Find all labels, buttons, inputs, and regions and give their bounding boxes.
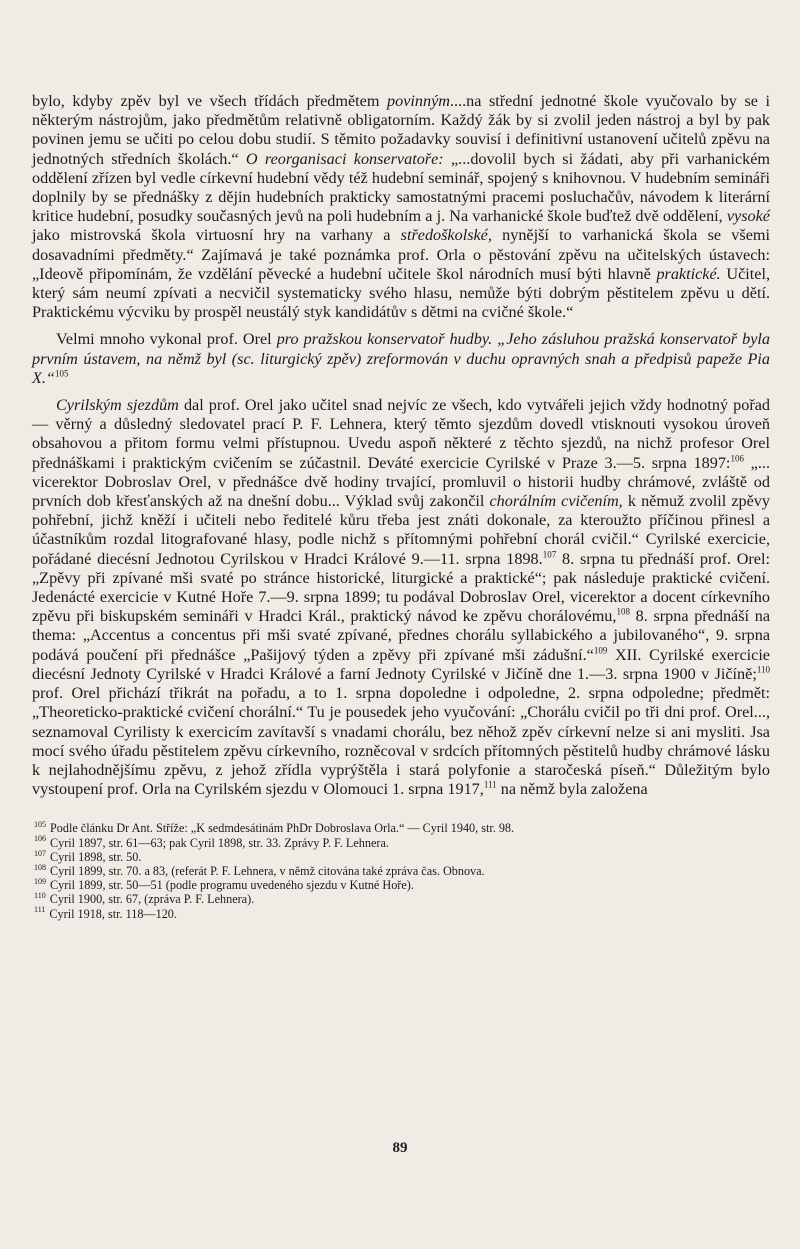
footnote-number: 110	[34, 891, 46, 901]
paragraph	[32, 396, 770, 799]
text-segment: „...dovolil bych si žádati, aby při varhanickém oddělení zřízen byl vedle církevní hudební vědy též hudební seminář, spojený s knihovnou. V hudebním semináři doplnily by se přednášky z dějin hudebních prakticky samostatnými pracemi posluchačův, návodem k literární kritice hudební, posudky současných jevů na poli hudebním a j. Na varhanické škole buďtež dvě oddělení,	[32, 149, 770, 226]
footnote-reference: 106	[730, 453, 744, 464]
footnote-number: 105	[34, 820, 46, 830]
footnote-reference: 111	[483, 779, 497, 790]
footnote-text: Cyril 1918, str. 118—120.	[49, 906, 177, 921]
text-segment: prof. Orel přichází třikrát na pořadu, a to 1. srpna dopoledne i odpoledne, 2. srpna odpoledne; předmět: „Theoreticko-praktické cvičení chorální.“ Tu je pousedek jeho vyučování: „Chorálu cvičil po tři dni prof. Orel..., seznamoval Cyrilisty k exercicím zavítavší s vnadami chorálu, bez něhož zpěv církevní nelze si ani mysliti. Jsa mocí svého úřadu pěstitelem zpěvu církevního, rozněcoval v srdcích přítomných pěstitelů hudby chrámové lásku k nejlahodnějšímu zpěvu, z jehož zřídla vyprýštěla i stará polyfonie a staročeská píseň.“ Důležitým bylo vystoupení prof. Orla na Cyrilském sjezdu v Olomouci 1. srpna 1917,	[32, 684, 770, 799]
emphasized-text: chorálním cvičením,	[489, 492, 623, 511]
emphasized-text: pro pražskou konservatoř hudby. „Jeho zásluhou pražská konservatoř byla prvním ústavem, na němž byl (sc. liturgický zpěv) zreformován v duchu opravných snah a předpisů papeže Pia X.“	[32, 330, 770, 387]
text-segment: nynější to varhanická škola se všemi dosavadními předměty.“ Zajímavá je také poznámka prof. Orla o pěstování zpěvu na učitelských ústavech: „Ideově připomínám, že vzdělání pěvecké a hudební učitele škol národních musí býti hlavně	[32, 226, 770, 283]
footnote-text: Cyril 1898, str. 50.	[50, 849, 142, 864]
emphasized-text: povinným	[387, 92, 450, 110]
footnote	[32, 892, 770, 906]
emphasized-text: Cyrilským sjezdům	[56, 396, 179, 415]
footnote	[32, 878, 770, 892]
footnote-text: Cyril 1899, str. 70. a 83, (referát P. F. Lehnera, v němž citována také zpráva čas. Obnova.	[50, 863, 485, 878]
text-segment: Velmi mnoho vykonal prof. Orel	[56, 330, 277, 349]
text-segment: XII. Cyrilské exercicie diecésní Jednoty Cyrilské v Hradci Králové a farní Jednoty Cyrilské v Jičíně dne 1.—3. srpna 1900 v Jičíně;	[32, 645, 770, 683]
text-segment: 8. srpna přednáší na thema: „Accentus a concentus při mši svaté zpívané, přednes chorálu syllabického a jubilovaného“, 9. srpna podává poučení při přednášce „Pašijový týden a zpěvy při zpívané mši zádušní.“	[32, 607, 771, 664]
footnote	[32, 907, 770, 921]
text-segment: k němuž zvolil zpěvy pohřební, jichž kněží i učiteli nebo ředitelé kůru třeba jest znáti dokonale, za kteroužto příčinou přinesl a účastníkům rozdal litografované hlasy, podle nichž s přítomnými pohřební chorál cvičil.“ Cyrilské exercicie, pořádané diecésní Jednotou Cyrilskou v Hradci Králové 9.—11. srpna 1898.	[32, 492, 770, 568]
text-segment: dal prof. Orel jako učitel snad nejvíc ze všech, kdo vytvářeli jejich vždy hodnotný pořad — věrný a důsledný sledovatel prací P. F. Lehnera, který těmto sjezdům dovedl vtisknouti vysokou úroveň obsahovou a přitom formu velmi přístupnou. Uvedu aspoň některé z těchto sjezdů, na nichž profesor Orel přednáškami i praktickým cvičením se zúčastnil. Deváté exercicie Cyrilské v Praze 3.—5. srpna 1897:	[32, 396, 771, 472]
footnote	[32, 850, 770, 864]
footnote-text: Podle článku Dr Ant. Stříže: „K sedmdesátinám PhDr Dobroslava Orla.“ — Cyril 1940, str. 98.	[50, 821, 515, 836]
text-segment: 8. srpna tu přednáší prof. Orel: „Zpěvy při zpívané mši svaté po stránce historické, liturgické a praktické“; pak následuje praktické cvičení. Jedenácté exercicie v Kutné Hoře 7.—9. srpna 1899; tu podával Dobroslav Orel, vicerektor a docent církevního zpěvu při biskupském semináři v Hradci Král., praktický návod ke zpěvu chorálovému,	[32, 549, 770, 626]
paragraph	[32, 330, 770, 388]
text-segment: na němž byla založena	[496, 780, 648, 799]
footnote-number: 106	[34, 834, 46, 844]
text-segment: bylo, kdyby zpěv byl ve všech třídách předmětem	[32, 92, 388, 110]
footnote-text: Cyril 1897, str. 61—63; pak Cyril 1898, str. 33. Zprávy P. F. Lehnera.	[50, 835, 389, 850]
emphasized-text: praktické.	[656, 264, 721, 283]
page-number: 89	[392, 1140, 408, 1156]
footnote-reference: 105	[54, 368, 69, 379]
footnote	[32, 864, 770, 878]
footnote-reference: 107	[542, 549, 557, 560]
footnote-number: 108	[34, 862, 46, 872]
footnote-number: 111	[34, 905, 46, 915]
text-segment: „... vicerektor Dobroslav Orel, v přednášce dvě hodiny trvající, promluvil o historii hudby chrámové, zvláště od prvních dob křesťanských až na dnešní dobu... Výklad svůj zakončil	[32, 453, 770, 511]
footnote-reference: 108	[616, 606, 630, 617]
emphasized-text: O reorganisaci konservatoře:	[245, 149, 444, 168]
emphasized-text: středoškolské,	[400, 226, 492, 245]
footnote	[32, 836, 770, 850]
footnote-text: Cyril 1899, str. 50—51 (podle programu uvedeného sjezdu v Kutné Hoře).	[50, 878, 414, 893]
footnote-text: Cyril 1900, str. 67, (zpráva P. F. Lehnera).	[49, 892, 255, 907]
text-segment: ....na střední jednotné škole vyučovalo by se i některým nástrojům, jako předmětům relativně obligatorním. Každý žák by si zvolil jeden nástroj a byl by pak povinen jemu se učiti po celou dobu studií. S těmito požadavky souvisí i definitivní ustanovení učitelů zpěvu na jednotných středních školách.“	[32, 92, 770, 168]
body-text	[32, 92, 770, 799]
emphasized-text: vysoké	[726, 207, 770, 226]
footnotes	[32, 821, 770, 920]
footnote-number: 107	[34, 848, 46, 858]
footnote-reference: 110	[756, 664, 770, 675]
text-segment: jako mistrovská škola virtuosní hry na varhany a	[32, 226, 401, 245]
footnote	[32, 821, 770, 835]
text-segment: Učitel, který sám neumí zpívati a necvičil systematicky svého hlasu, nemůže býti dobrým pěstitelem zpěvu u dětí. Praktickému výcviku by prospěl neustálý styk kandidátův s dětmi na cvičné škole.“	[32, 264, 770, 322]
footnote-number: 109	[34, 877, 46, 887]
footnote-reference: 109	[593, 645, 608, 656]
paragraph	[32, 92, 770, 322]
